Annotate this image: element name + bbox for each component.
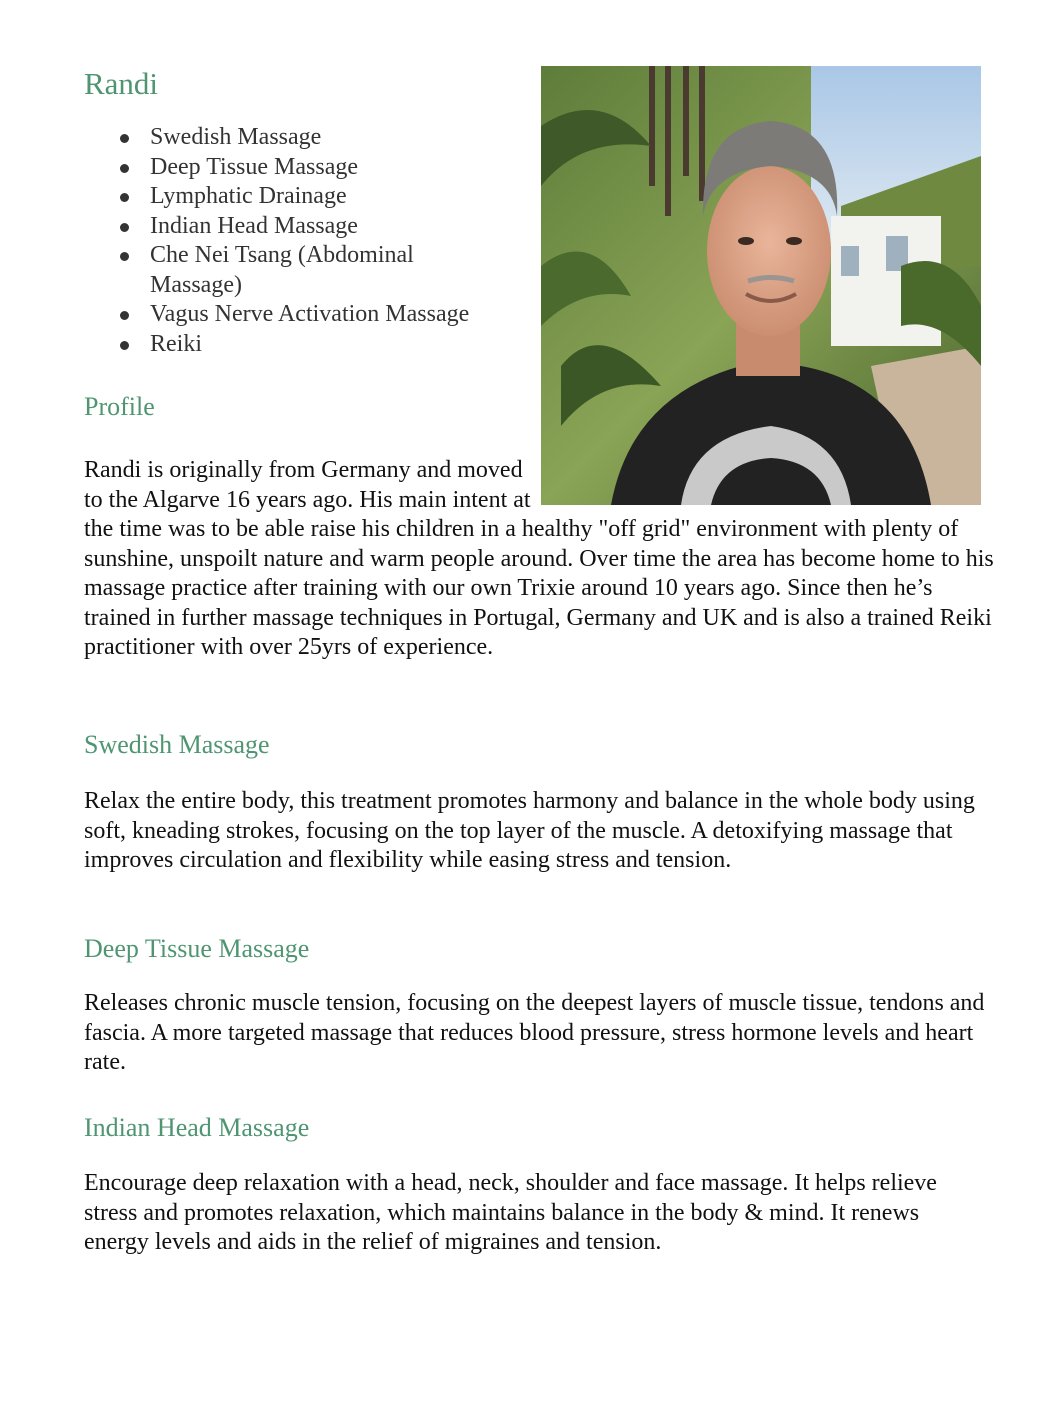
bullet-icon (120, 341, 129, 350)
bullet-icon (120, 252, 129, 261)
deep-tissue-massage-heading: Deep Tissue Massage (84, 934, 310, 963)
swedish-massage-paragraph: Relax the entire body, this treatment promotes harmony and balance in the whole body using soft, kneading strokes, focusing on the top layer of the muscle. A detoxifying massage that improves circulation and flexibility while easing stress and tension. (84, 788, 975, 873)
portrait-photo (541, 66, 981, 505)
bullet-icon (120, 223, 129, 232)
list-item: Vagus Nerve Activation Massage (84, 300, 524, 330)
specialties-list (84, 123, 524, 359)
bullet-icon (120, 164, 129, 173)
swedish-massage-heading: Swedish Massage (84, 730, 270, 759)
bullet-icon (120, 193, 129, 202)
photo-wrap-spacer (534, 456, 994, 506)
profile-paragraph: Randi is originally from Germany and moved to the Algarve 16 years ago. His main intent at the time was to be able raise his children in a healthy "off grid" environment with plenty of sunshine, unspoilt nature and warm people around. Over time the area has become home to his massage practice after training with our own Trixie around 10 years ago. Since then he’s trained in further massage techniques in Portugal, Germany and UK and is also a trained Reiki practitioner with over 25yrs of experience. (84, 457, 994, 660)
profile-text-block (84, 456, 994, 663)
indian-head-massage-heading: Indian Head Massage (84, 1113, 310, 1142)
therapist-name: Randi (84, 66, 159, 101)
deep-tissue-massage-paragraph: Releases chronic muscle tension, focusing on the deepest layers of muscle tissue, tendons and fascia. A more targeted massage that reduces blood pressure, stress hormone levels and heart rate. (84, 990, 985, 1075)
indian-head-massage-paragraph: Encourage deep relaxation with a head, neck, shoulder and face massage. It helps relieve stress and promotes relaxation, which maintains balance in the body & mind. It renews energy levels and aids in the relief of migraines and tension. (84, 1170, 937, 1255)
list-item: Reiki (84, 330, 524, 360)
list-item: Deep Tissue Massage (84, 153, 524, 183)
list-item: Swedish Massage (84, 123, 524, 153)
list-item: Che Nei Tsang (Abdominal Massage) (84, 241, 480, 300)
list-item: Lymphatic Drainage (84, 182, 524, 212)
bullet-icon (120, 311, 129, 320)
bullet-icon (120, 134, 129, 143)
list-item: Indian Head Massage (84, 212, 524, 242)
profile-heading: Profile (84, 392, 155, 421)
